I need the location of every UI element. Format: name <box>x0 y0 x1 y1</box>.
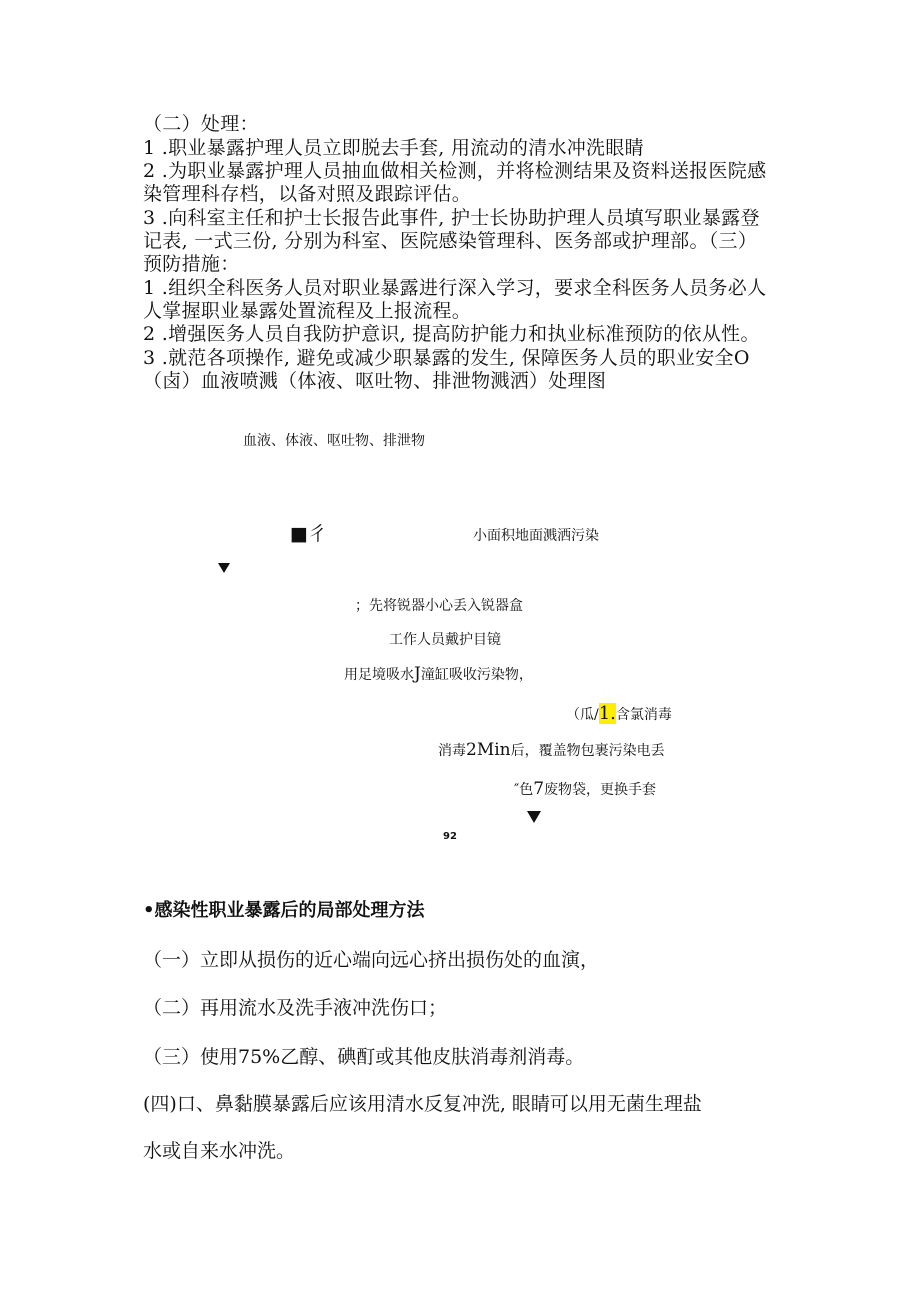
text-line: 记表, 一式三份, 分别为科室、医院感染管理科、医务部或护理部。（三） <box>143 230 758 252</box>
text-line: 3 .就范各项操作, 避免或减少职暴露的发生, 保障医务人员的职业安全O <box>143 347 750 369</box>
flow-step-goggles: 工作人员戴护目镜 <box>389 632 501 648</box>
flow-step-absorb-part: J <box>414 664 421 684</box>
flow-top-label: 血液、体液、呕吐物、排泄物 <box>243 433 425 449</box>
section-heading-infection: •感染性职业暴露后的局部处理方法 <box>143 900 425 921</box>
flow-left-label: ■彳 <box>290 523 327 545</box>
flow-step-sharps: ；先将锐器小心丢入锐器盒 <box>355 598 523 614</box>
list-item: 水或自来水冲洗。 <box>143 1140 296 1162</box>
flow-step-disinfect <box>438 741 665 760</box>
flow-right-label: 小面积地面溅洒污染 <box>473 528 599 544</box>
flow-step-disinfect-part: 2Min <box>466 740 511 760</box>
text-line: 2 .为职业暴露护理人员抽血做相关检测，并将检测结果及资料送报医院感 <box>143 160 767 182</box>
flow-step-absorb <box>344 665 533 684</box>
flow-step-chlorine-part: （瓜/ <box>566 707 599 723</box>
text-line: 1 .职业暴露护理人员立即脱去手套, 用流动的清水冲洗眼睛 <box>143 137 644 159</box>
flow-step-absorb-part: 用足境吸水 <box>344 667 414 683</box>
text-line: 人掌握职业暴露处置流程及上报流程。 <box>143 300 472 322</box>
flow-step-chlorine-part: 含氯消毒 <box>615 707 672 723</box>
list-item: （三）使用75%乙醇、碘酊或其他皮肤消毒剂消毒。 <box>143 1046 585 1068</box>
flow-step-disinfect-part: 消毒 <box>438 743 466 759</box>
list-item: （二）再用流水及洗手液冲洗伤口； <box>143 997 448 1019</box>
arrow-down-icon <box>527 811 541 823</box>
flow-step-bag-part: ″色 <box>514 782 534 798</box>
text-line: 预防措施： <box>143 253 240 275</box>
highlight-mark: 1. <box>598 703 616 724</box>
list-item: (四)口、鼻黏膜暴露后应该用清水反复冲洗, 眼睛可以用无菌生理盐 <box>143 1093 702 1115</box>
flow-step-chlorine <box>566 705 672 724</box>
arrow-down-icon <box>218 563 230 573</box>
flow-step-bag-part: 废物袋，更换手套 <box>544 782 657 798</box>
flowchart-title: （卤）血液喷溅（体液、呕吐物、排泄物溅洒）处理图 <box>143 370 607 392</box>
section-heading-handling: （二）处理： <box>143 113 259 135</box>
flow-step-disinfect-part: 后，覆盖物包裹污染电丢 <box>510 743 665 759</box>
text-line: 2 .增强医务人员自我防护意识, 提高防护能力和执业标准预防的依从性。 <box>143 323 760 345</box>
flow-step-bag-part: 7 <box>533 779 545 799</box>
text-line: 3 .向科室主任和护士长报告此事件, 护士长协助护理人员填写职业暴露登 <box>143 207 760 229</box>
flow-step-bag <box>514 780 656 799</box>
page-number: 92 <box>443 831 457 842</box>
text-line: 染管理科存档，以备对照及跟踪评估。 <box>143 183 472 205</box>
list-item: （一）立即从损伤的近心端向远心挤出损伤处的血演， <box>143 949 600 971</box>
flow-step-absorb-part: 潼缸吸收污染物， <box>420 667 533 683</box>
text-line: 1 .组织全科医务人员对职业暴露进行深入学习，要求全科医务人员务必人 <box>143 277 767 299</box>
